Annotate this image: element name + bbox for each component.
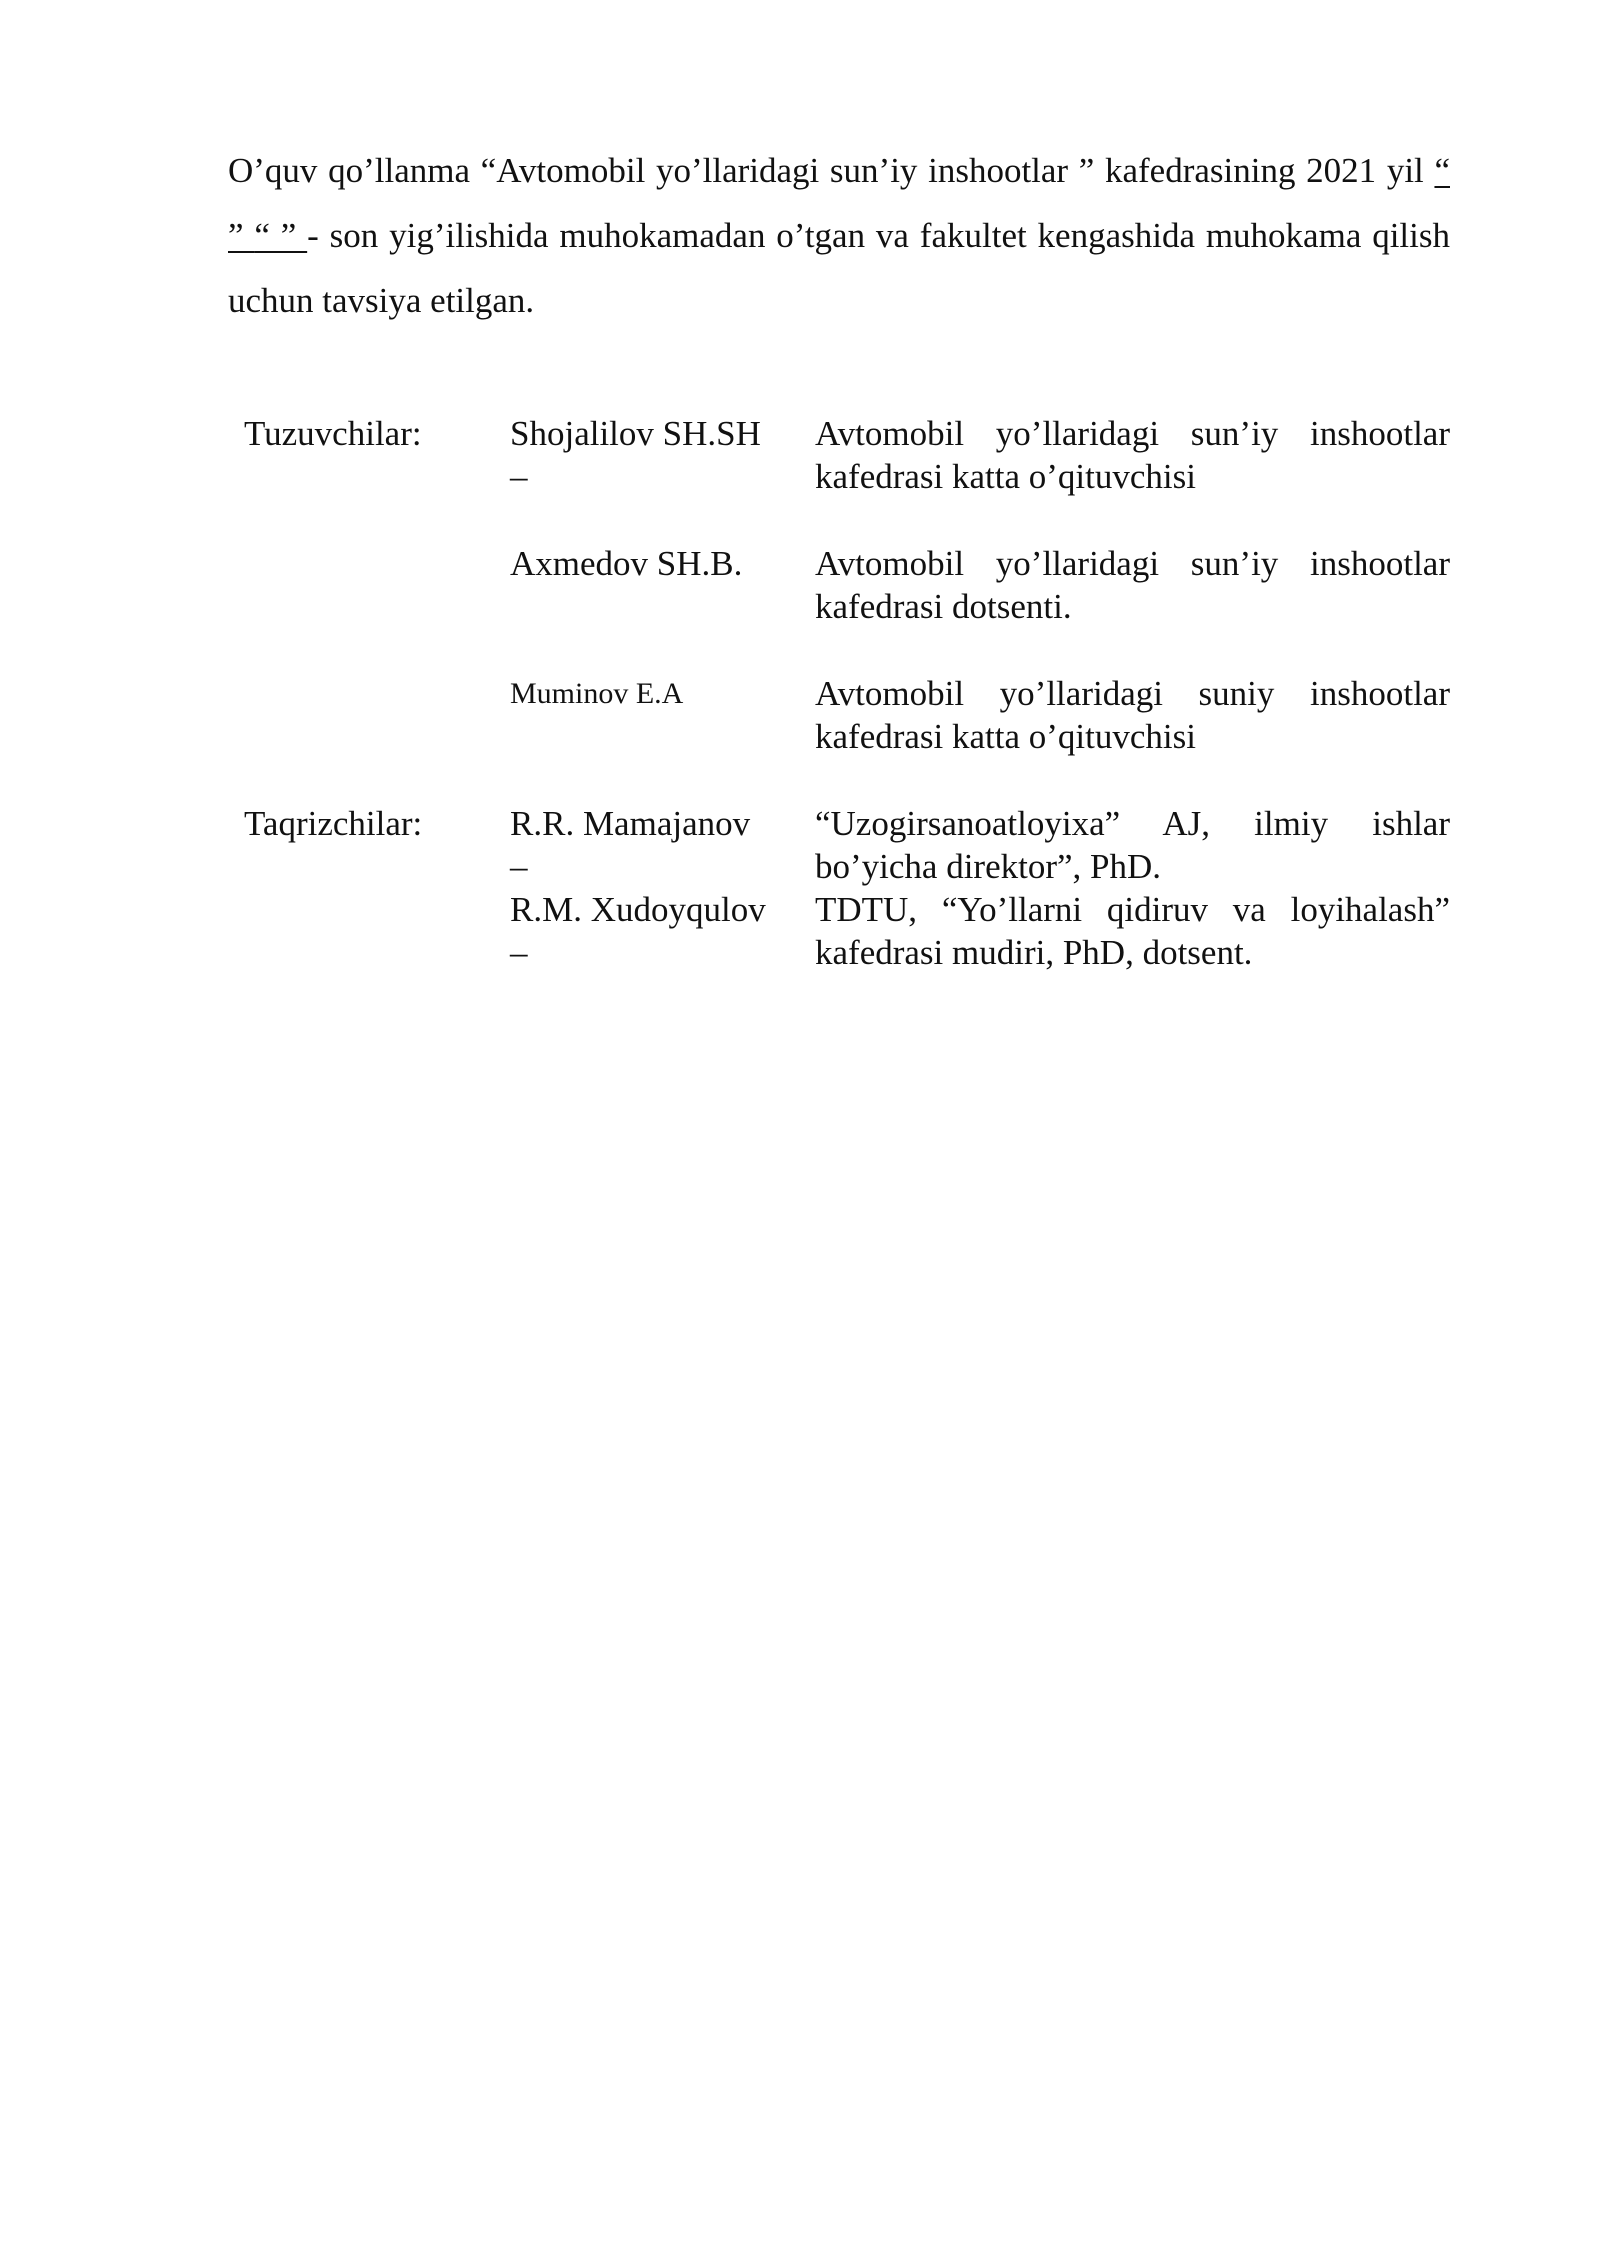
compiler-name <box>510 542 800 585</box>
compiler-position-line2: kafedrasi katta o’qituvchisi <box>815 457 1196 496</box>
approval-text-start: O’quv qo’llanma “Avtomobil yo’llaridagi sun’iy inshootlar ” kafedrasining 2021 yil <box>228 151 1435 190</box>
compiler-name-text: Muminov E.A <box>510 677 684 710</box>
compiler-position-line2: kafedrasi katta o’qituvchisi <box>815 717 1196 756</box>
blank-field-1: “ ” <box>228 151 1450 255</box>
compiler-name <box>510 672 800 715</box>
approval-text-end: - son yig’ilishida muhokamadan o’tgan va fakultet kengashida muhokama qilish uchun tavsiya etilgan. <box>228 216 1450 320</box>
reviewer-name <box>510 888 800 974</box>
compiler-name-dash: – <box>510 457 528 496</box>
reviewer-position-line1: “Uzogirsanoatloyixa” AJ, ilmiy ishlar <box>815 804 1450 843</box>
reviewer-name-text: R.M. Xudoyqulov <box>510 890 766 929</box>
reviewer-name <box>510 802 800 888</box>
compiler-position <box>815 672 1450 758</box>
compiler-position-line1: Avtomobil yo’llaridagi sun’iy inshootlar <box>815 544 1450 583</box>
compiler-name-text: Shojalilov SH.SH <box>510 414 761 453</box>
compiler-position-line1: Avtomobil yo’llaridagi sun’iy inshootlar <box>815 414 1450 453</box>
reviewer-position <box>815 802 1450 888</box>
compiler-name <box>510 412 800 498</box>
compiler-position <box>815 542 1450 628</box>
reviewers-label: Taqrizchilar: <box>244 804 423 843</box>
compiler-position-line2: kafedrasi dotsenti. <box>815 587 1072 626</box>
blank-field-2: “ ” <box>254 216 308 255</box>
reviewer-name-dash: – <box>510 847 528 886</box>
compiler-position-line1: Avtomobil yo’llaridagi suniy inshootlar <box>815 674 1450 713</box>
reviewer-position <box>815 888 1450 974</box>
reviewer-position-line2: bo’yicha direktor”, PhD. <box>815 847 1162 886</box>
reviewer-position-line2: kafedrasi mudiri, PhD, dotsent. <box>815 933 1253 972</box>
approval-paragraph <box>228 138 1450 333</box>
reviewer-name-text: R.R. Mamajanov <box>510 804 751 843</box>
compiler-position <box>815 412 1450 498</box>
reviewer-position-line1: TDTU, “Yo’llarni qidiruv va loyihalash” <box>815 890 1450 929</box>
reviewer-name-dash: – <box>510 933 528 972</box>
compilers-label: Tuzuvchilar: <box>244 414 422 453</box>
compiler-name-text: Axmedov SH.B. <box>510 544 743 583</box>
